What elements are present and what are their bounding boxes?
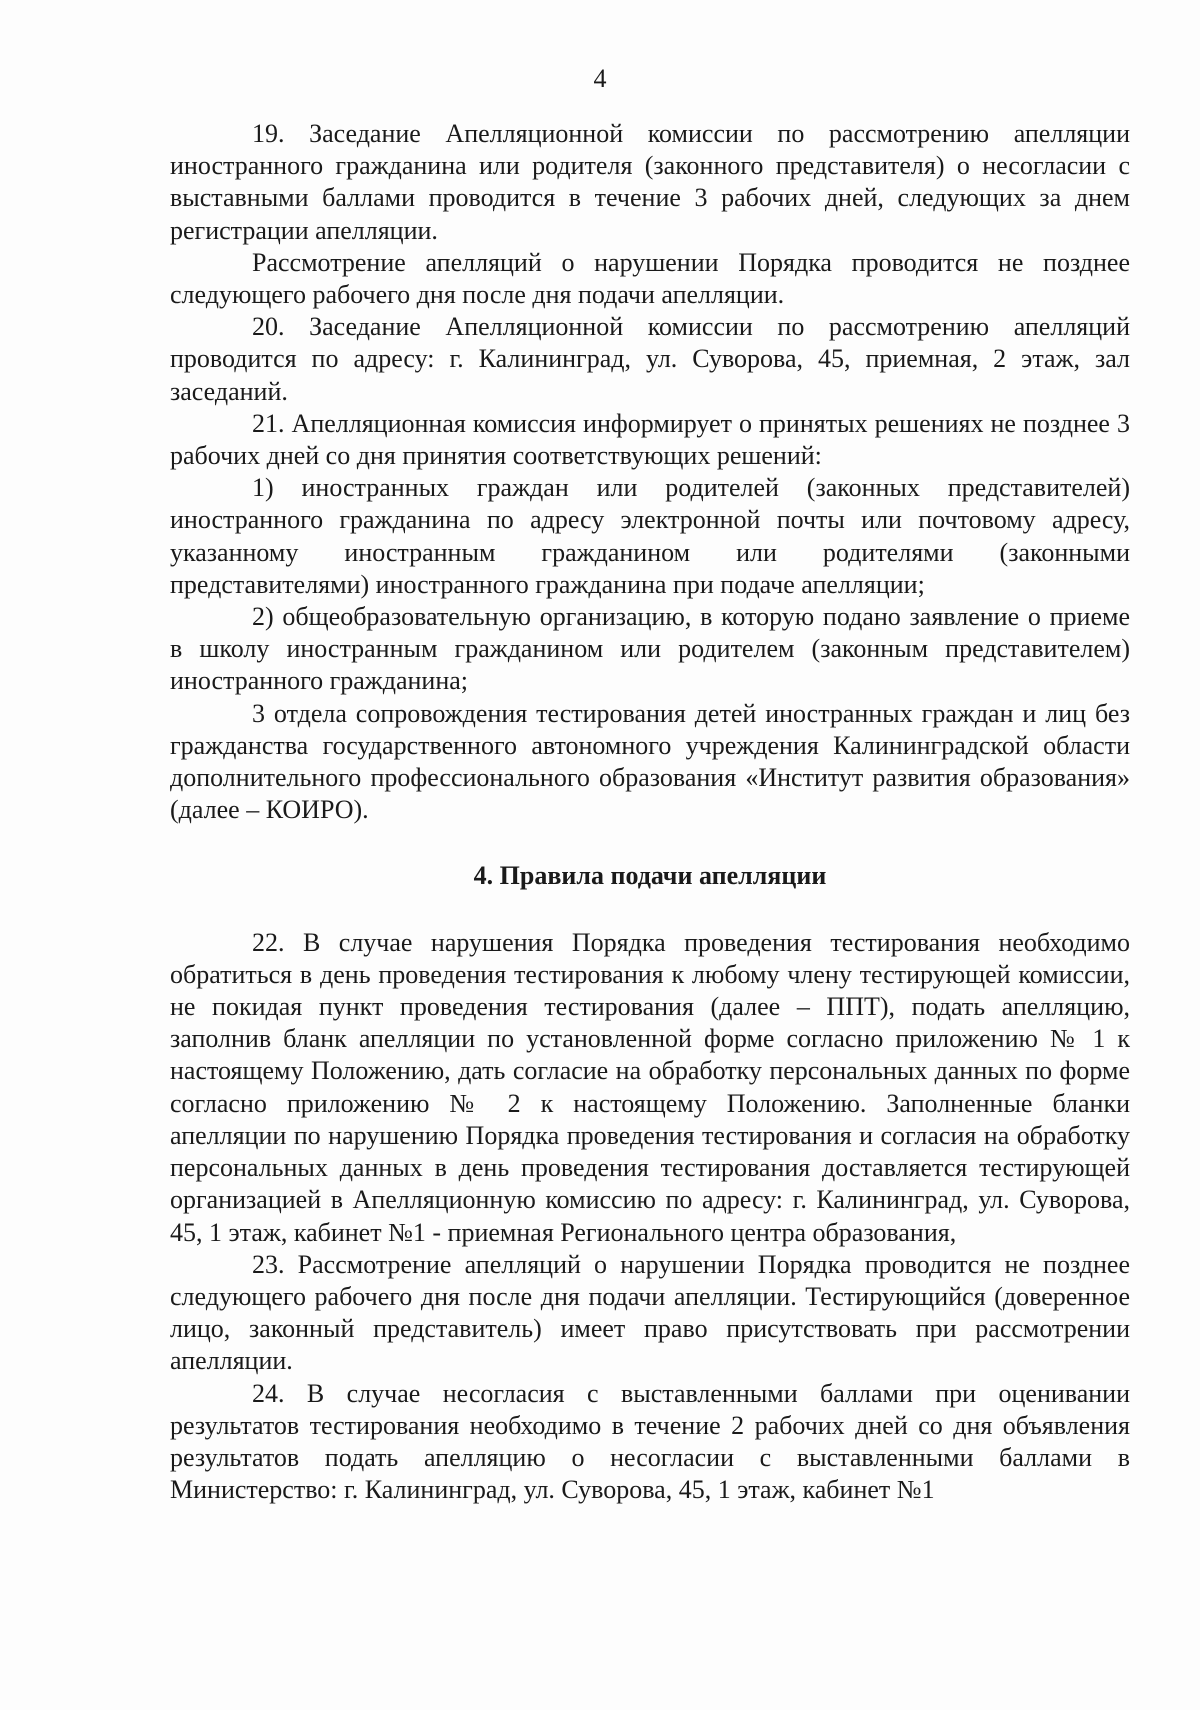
paragraph-21-item-1: 1) иностранных граждан или родителей (законных представителей) иностранного гражданина по адресу электронной почты или почтовому адресу, указанному иностранным гражданином или родителями (законными представителями) иностранного гражданина при подаче апелляции; <box>170 473 1130 599</box>
paragraph-23: 23. Рассмотрение апелляций о нарушении Порядка проводится не позднее следующего рабочего дня после дня подачи апелляции. Тестирующийся (доверенное лицо, законный представитель) имеет право присутствовать при рассмотрении апелляции. <box>170 1249 1130 1376</box>
section-title: 4. Правила подачи апелляции <box>473 861 827 891</box>
paragraph-21-item-3: 3 отдела сопровождения тестирования детей иностранных граждан и лиц без гражданства государственного автономного учреждения Калининградской области дополнительного профессионального образования «Институт развития образования» (далее – КОИРО). <box>170 698 1130 825</box>
paragraph-24: 24. В случае несогласия с выставленными баллами при оценивании результатов тестирования необходимо в течение 2 рабочих дней со дня объявления результатов подать апелляцию о несогласии с выставленными баллами в Министерство: г. Калининград, ул. Суворова, 45, 1 этаж, кабинет №1 <box>170 1378 1130 1505</box>
paragraph-22: 22. В случае нарушения Порядка проведения тестирования необходимо обратиться в день проведения тестирования к любому члену тестирующей комиссии, не покидая пункт проведения тестирования (далее – ППТ), подать апелляцию, заполнив бланк апелляции по установленной форме согласно приложению № 1 к настоящему Положению, дать согласие на обработку персональных данных по форме согласно приложению № 2 к настоящему Положению. Заполненные бланки апелляции по нарушению Порядка проведения тестирования и согласия на обработку персональных данных в день проведения тестирования доставляется тестирующей организацией в Апелляционную комиссию по адресу: г. Калининград, ул. Суворова, 45, 1 этаж, кабинет №1 - приемная Регионального центра образования, <box>170 927 1130 1247</box>
paragraph-21: 21. Апелляционная комиссия информирует о принятых решениях не позднее 3 рабочих дней со дня принятия соответствующих решений: <box>170 408 1130 471</box>
paragraph-21-item-2: 2) общеобразовательную организацию, в которую подано заявление о приеме в школу иностранным гражданином или родителем (законным представителем) иностранного гражданина; <box>170 602 1130 696</box>
document-body <box>170 118 1130 1506</box>
paragraph-20: 20. Заседание Апелляционной комиссии по рассмотрению апелляций проводится по адресу: г. Калининград, ул. Суворова, 45, приемная, 2 этаж, зал заседаний. <box>170 312 1130 406</box>
page-number: 4 <box>593 64 607 93</box>
paragraph-19-review: Рассмотрение апелляций о нарушении Порядка проводится не позднее следующего рабочего дня после дня подачи апелляции. <box>170 247 1130 310</box>
paragraph-19: 19. Заседание Апелляционной комиссии по рассмотрению апелляции иностранного гражданина или родителя (законного представителя) о несогласии с выставными баллами проводится в течение 3 рабочих дней, следующих за днем регистрации апелляции. <box>170 119 1130 245</box>
